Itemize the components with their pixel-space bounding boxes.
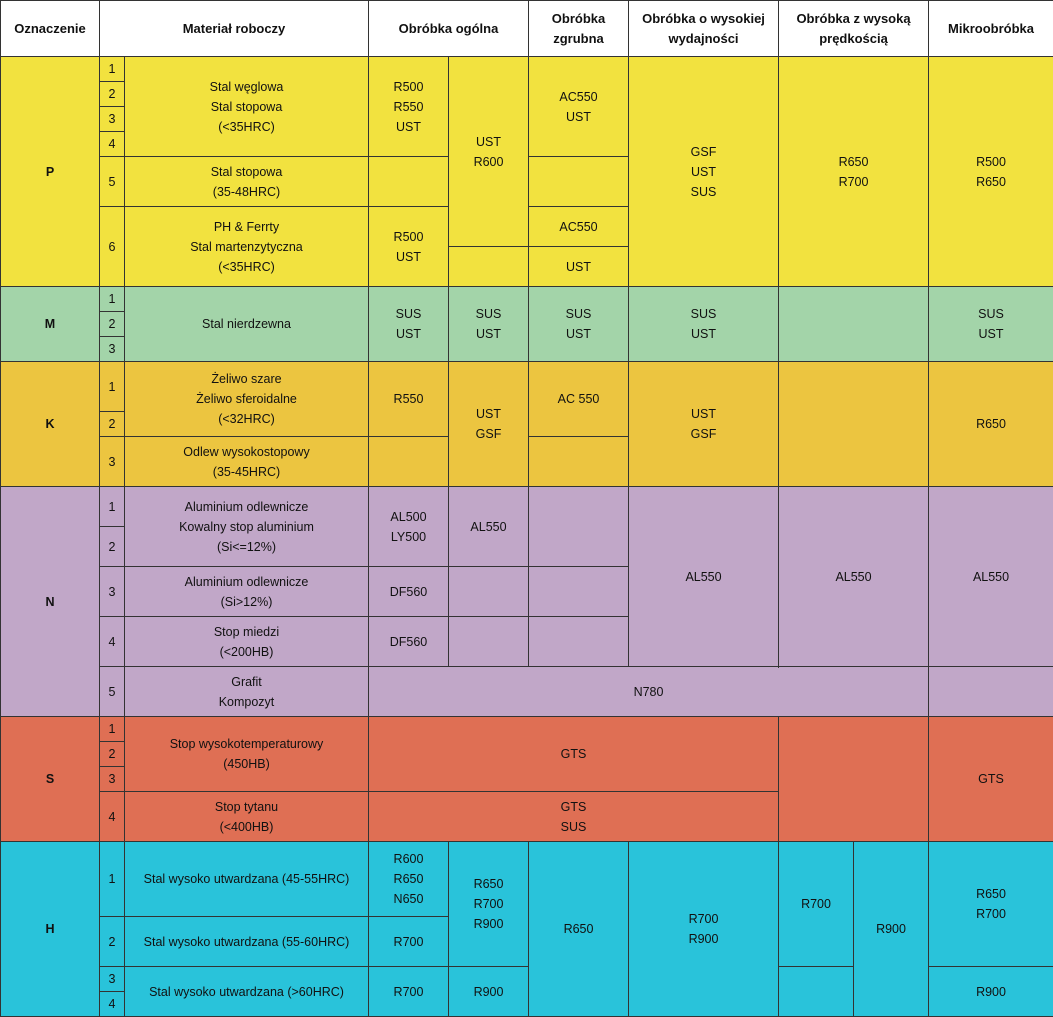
row-number: 2 — [100, 312, 125, 337]
row-number: 1 — [100, 487, 125, 527]
row-number: 3 — [100, 337, 125, 362]
grade-cell — [779, 967, 854, 1017]
grade-cell: UST GSF — [449, 362, 529, 487]
grade-cell — [449, 617, 529, 667]
row-number: 2 — [100, 527, 125, 567]
header-material: Materiał roboczy — [100, 1, 369, 57]
grade-cell: R500 R550 UST — [369, 57, 449, 157]
grade-cell — [529, 487, 629, 567]
material-cell: Stal nierdzewna — [125, 287, 369, 362]
row-number: 1 — [100, 287, 125, 312]
grade-cell: SUS UST — [629, 287, 779, 362]
row-number: 3 — [100, 767, 125, 792]
material-cell: Stal stopowa (35-48HRC) — [125, 157, 369, 207]
grade-cell: R650 R700 R900 — [449, 842, 529, 967]
grade-cell: R900 — [449, 967, 529, 1017]
grade-cell: R900 — [929, 967, 1053, 1017]
grade-cell — [449, 567, 529, 617]
grade-cell: AL550 — [779, 487, 929, 667]
row-number: 5 — [100, 157, 125, 207]
grade-cell: SUS UST — [929, 287, 1053, 362]
material-cell: Stop wysokotemperaturowy (450HB) — [125, 717, 369, 792]
grade-cell: R550 — [369, 362, 449, 437]
grade-cell: UST GSF — [629, 362, 779, 487]
grade-cell: UST R600 — [449, 57, 529, 247]
grade-cell: R500 UST — [369, 207, 449, 287]
grade-cell: R650 R700 — [779, 57, 929, 287]
material-cell: Grafit Kompozyt — [125, 667, 369, 717]
grade-cell — [529, 437, 629, 487]
grade-cell: R650 R700 — [929, 842, 1053, 967]
material-cell: Aluminium odlewnicze Kowalny stop aluminium (Si<=12%) — [125, 487, 369, 567]
grade-cell: R650 — [929, 362, 1053, 487]
grade-cell — [529, 157, 629, 207]
grade-cell — [449, 247, 529, 287]
grade-cell: SUS UST — [369, 287, 449, 362]
row-number: 4 — [100, 792, 125, 842]
grade-cell — [929, 667, 1053, 717]
row-number: 5 — [100, 667, 125, 717]
material-cell: Żeliwo szare Żeliwo sferoidalne (<32HRC) — [125, 362, 369, 437]
material-cell: Odlew wysokostopowy (35-45HRC) — [125, 437, 369, 487]
header-ogolna: Obróbka ogólna — [369, 1, 529, 57]
grade-cell: R650 — [529, 842, 629, 1017]
grade-cell: AC550 — [529, 207, 629, 247]
row-number: 3 — [100, 107, 125, 132]
grade-cell — [369, 437, 449, 487]
header-mikro: Mikroobróbka — [929, 1, 1053, 57]
group-code-s: S — [1, 717, 100, 842]
grade-cell: R700 — [779, 842, 854, 967]
row-number: 2 — [100, 917, 125, 967]
grade-cell — [529, 567, 629, 617]
grade-cell — [779, 362, 929, 487]
grade-cell: AL550 — [629, 487, 779, 667]
grade-cell: GSF UST SUS — [629, 57, 779, 287]
row-number: 4 — [100, 132, 125, 157]
material-cell: Stal wysoko utwardzana (55-60HRC) — [125, 917, 369, 967]
material-cell: Aluminium odlewnicze (Si>12%) — [125, 567, 369, 617]
group-code-p: P — [1, 57, 100, 287]
group-code-k: K — [1, 362, 100, 487]
grade-cell: DF560 — [369, 567, 449, 617]
grade-cell — [779, 287, 929, 362]
row-number: 1 — [100, 842, 125, 917]
material-cell: Stal węglowa Stal stopowa (<35HRC) — [125, 57, 369, 157]
grade-cell: AC550 UST — [529, 57, 629, 157]
grade-cell: GTS SUS — [369, 792, 779, 842]
header-predkosc: Obróbka z wysoką prędkością — [779, 1, 929, 57]
row-number: 1 — [100, 717, 125, 742]
header-oznaczenie: Oznaczenie — [1, 1, 100, 57]
group-code-m: M — [1, 287, 100, 362]
grade-cell: R500 R650 — [929, 57, 1053, 287]
grade-cell — [779, 717, 929, 842]
grade-cell: DF560 — [369, 617, 449, 667]
material-cell: Stop tytanu (<400HB) — [125, 792, 369, 842]
row-number: 3 — [100, 437, 125, 487]
group-code-n: N — [1, 487, 100, 717]
grade-cell: AL550 — [449, 487, 529, 567]
row-number: 1 — [100, 57, 125, 82]
grade-cell: AC 550 — [529, 362, 629, 437]
row-number: 2 — [100, 82, 125, 107]
grade-cell: SUS UST — [449, 287, 529, 362]
header-zgrubna: Obróbka zgrubna — [529, 1, 629, 57]
grade-cell: R900 — [854, 842, 929, 1017]
row-number: 4 — [100, 617, 125, 667]
material-cell: Stal wysoko utwardzana (>60HRC) — [125, 967, 369, 1017]
grade-cell: R700 — [369, 917, 449, 967]
grade-cell — [369, 157, 449, 207]
grade-cell: UST — [529, 247, 629, 287]
row-number: 2 — [100, 412, 125, 437]
grade-cell: N780 — [369, 667, 929, 717]
grade-cell: SUS UST — [529, 287, 629, 362]
grade-cell: AL550 — [929, 487, 1053, 667]
grade-cell: R700 R900 — [629, 842, 779, 1017]
row-number: 2 — [100, 742, 125, 767]
row-number: 1 — [100, 362, 125, 412]
row-number: 4 — [100, 992, 125, 1017]
grade-cell: AL500 LY500 — [369, 487, 449, 567]
grade-cell — [529, 617, 629, 667]
row-number: 6 — [100, 207, 125, 287]
material-cell: Stop miedzi (<200HB) — [125, 617, 369, 667]
grade-cell: GTS — [929, 717, 1053, 842]
group-code-h: H — [1, 842, 100, 1017]
header-wydajnosc: Obróbka o wysokiej wydajności — [629, 1, 779, 57]
material-cell: Stal wysoko utwardzana (45-55HRC) — [125, 842, 369, 917]
row-number: 3 — [100, 567, 125, 617]
material-cell: PH & Ferrty Stal martenzytyczna (<35HRC) — [125, 207, 369, 287]
grade-cell: GTS — [369, 717, 779, 792]
grade-cell: R600 R650 N650 — [369, 842, 449, 917]
grade-cell: R700 — [369, 967, 449, 1017]
row-number: 3 — [100, 967, 125, 992]
